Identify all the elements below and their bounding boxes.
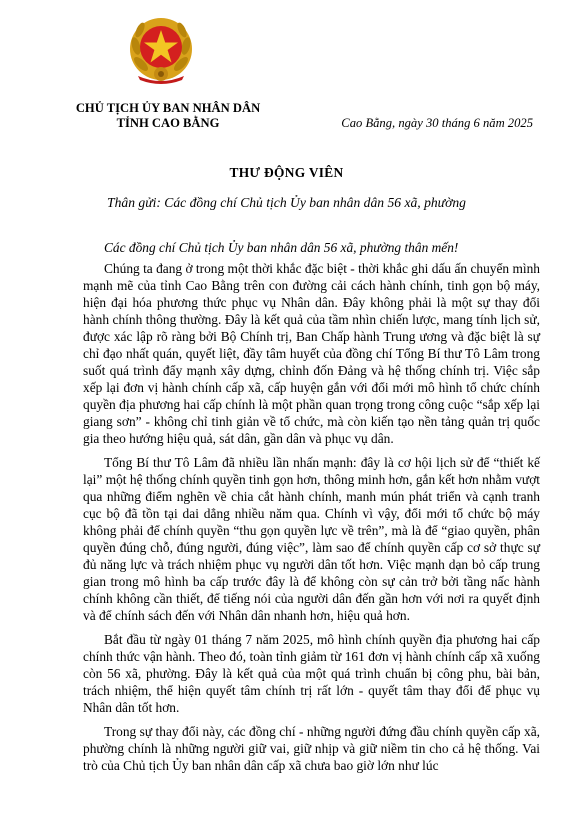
paragraph: Tổng Bí thư Tô Lâm đã nhiều lần nhấn mạnh: đây là cơ hội lịch sử để “thiết kế lại” một hệ thống chính quyền tinh gọn hơn, thông minh hơn, gắn kết hơn nhằm vượt qua những điểm nghẽn về chia cắt hành chính, manh mún phát triển và cạnh tranh cục bộ đã tồn tại dai dẳng nhiều năm qua. Chính vì vậy, đổi mới tổ chức bộ máy không phải để chính quyền “thu gọn quyền lực về trên”, mà là để “giao quyền, phân quyền đúng chỗ, đúng người, đúng việc”, làm sao để chính quyền cấp cơ sở thực sự đủ năng lực và trách nhiệm phục vụ người dân tốt hơn. Việc mạnh dạn bỏ cấp trung gian trong mô hình ba cấp trước đây là để không còn sự cản trở bởi tầng nấc hành chính không cần thiết, để tiếng nói của người dân đến gần hơn với nơi ra quyết định và để chính sách đến với Nhân dân nhanh hơn, hiệu quả hơn.: [83, 455, 540, 623]
national-emblem: [128, 16, 194, 84]
paragraph: Bắt đầu từ ngày 01 tháng 7 năm 2025, mô hình chính quyền địa phương hai cấp chính thức vận hành. Theo đó, toàn tỉnh giảm từ 161 đơn vị hành chính cấp xã xuống còn 56 xã, phường. Đây là kết quả của một quá trình chuẩn bị công phu, bài bản, trách nhiệm, thể hiện quyết tâm chính trị rất lớn - quyết tâm thay đổi để phục vụ Nhân dân tốt hơn.: [83, 632, 540, 715]
issuing-authority-line2: TỈNH CAO BẰNG: [116, 116, 220, 130]
letter-body: [83, 239, 540, 774]
letter-recipient: Thân gửi: Các đồng chí Chủ tịch Ủy ban nhân dân 56 xã, phường: [107, 195, 466, 210]
paragraph: Chúng ta đang ở trong một thời khắc đặc biệt - thời khắc ghi dấu ấn chuyển mình mạnh mẽ của tỉnh Cao Bằng trên con đường cải cách hành chính, tinh gọn bộ máy, hiện đại hóa phương thức phục vụ Nhân dân. Đây không phải là một sự thay đổi hành chính thông thường. Đây là kết quả của tầm nhìn chiến lược, mang tính lịch sử, được xác lập rõ ràng bởi Bộ Chính trị, Ban Chấp hành Trung ương và đặc biệt là sự chỉ đạo nhất quán, quyết liệt, đầy tâm huyết của đồng chí Tổng Bí thư Tô Lâm trong suốt quá trình đẩy mạnh xây dựng, chỉnh đốn Đảng và hệ thống chính trị. Việc sắp xếp lại đơn vị hành chính cấp xã, cấp huyện gắn với đổi mới mô hình tổ chức chính quyền địa phương hai cấp chính là một phần quan trọng trong công cuộc “sắp xếp lại giang sơn” - không chỉ tinh giản về tổ chức, mà còn kiến tạo nền tảng quản trị quốc gia theo hướng hiệu quả, sát dân, gần dân và phục vụ dân.: [83, 261, 540, 446]
letter-greeting: Các đồng chí Chủ tịch Ủy ban nhân dân 56 xã, phường thân mến!: [104, 240, 459, 255]
issuing-authority-line1: CHỦ TỊCH ỦY BAN NHÂN DÂN: [75, 101, 261, 115]
vietnam-national-emblem-icon: [128, 16, 194, 84]
paragraph: Trong sự thay đổi này, các đồng chí - những người đứng đầu chính quyền cấp xã, phường chính là những người giữ vai, giữ nhịp và giữ niềm tin cho cả hệ thống. Vai trò của Chủ tịch Ủy ban nhân dân cấp xã chưa bao giờ lớn như lúc: [83, 724, 540, 773]
letter-title: THƯ ĐỘNG VIÊN: [229, 165, 344, 180]
issuing-authority: [68, 101, 268, 131]
dateline: Cao Bằng, ngày 30 tháng 6 năm 2025: [341, 116, 533, 130]
